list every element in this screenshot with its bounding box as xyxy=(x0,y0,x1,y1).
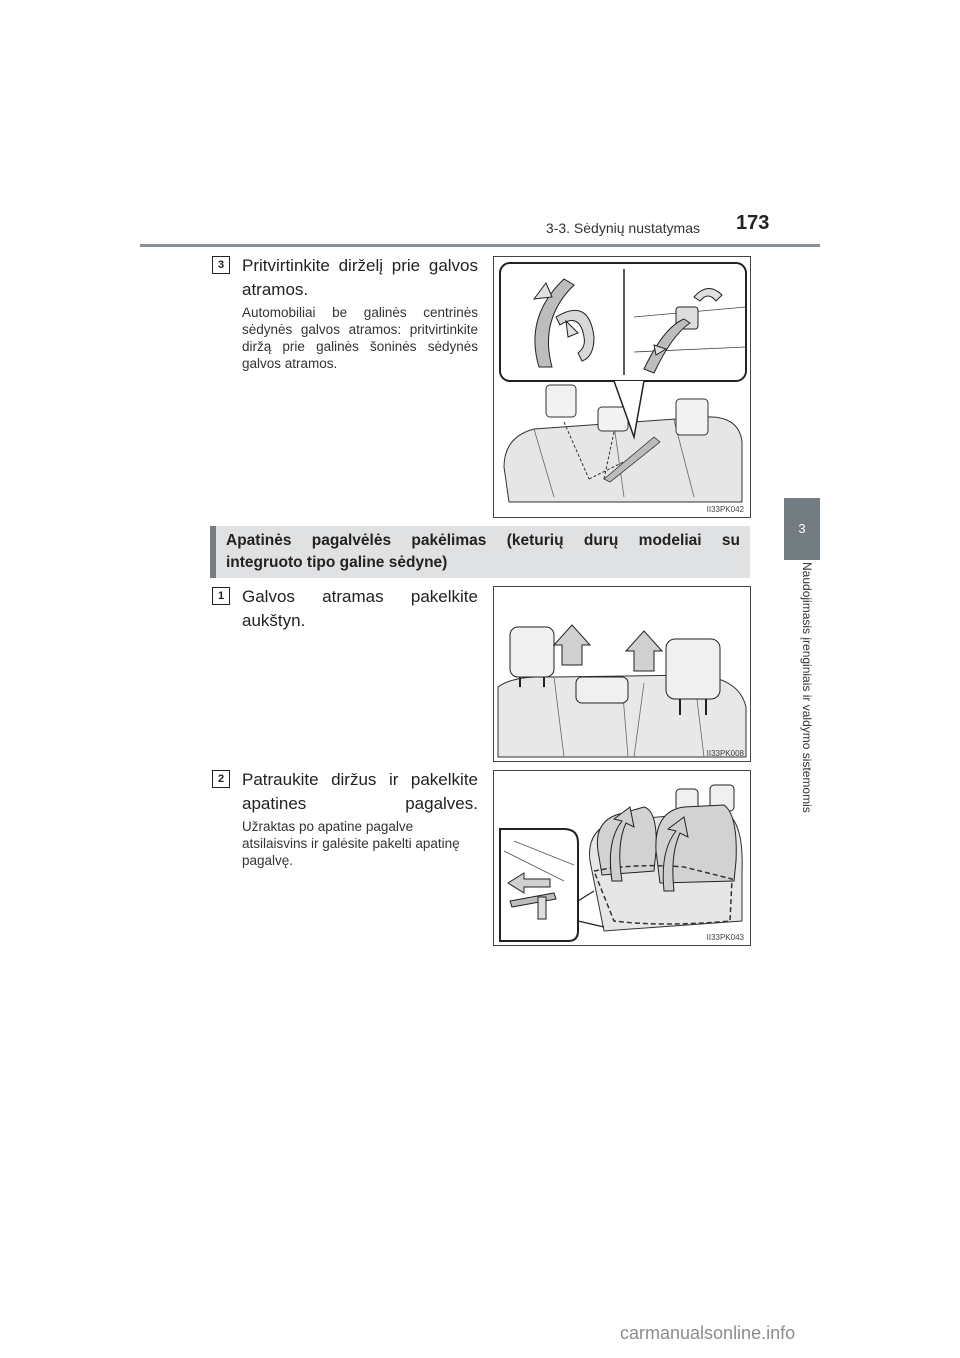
section-header-line-2: integruoto tipo galine sėdyne) xyxy=(226,554,448,571)
step-1-badge: 1 xyxy=(212,587,230,605)
step-1-text: Galvos atramas pakelkite aukštyn. xyxy=(242,587,478,630)
section-title: 3-3. Sėdynių nustatymas xyxy=(545,220,700,236)
figure-code: II33PK042 xyxy=(706,505,744,514)
figure-lift-cushions xyxy=(493,770,751,946)
step-3-note: Automobiliai be galinės centrinės sėdynės galvos atramos: pritvirtinkite diržą prie galinės šoninės sėdynės galvos atramos. xyxy=(242,305,478,371)
step-3-text: Pritvirtinkite dirželį prie galvos atramos. xyxy=(242,256,478,299)
chapter-tab: 3 xyxy=(784,498,820,560)
figure-raise-headrests xyxy=(493,586,751,762)
section-header xyxy=(210,526,750,578)
page-number: 173 xyxy=(736,212,770,234)
raise-headrests-illustration xyxy=(494,587,751,762)
figure-code: II33PK008 xyxy=(706,749,744,758)
lift-cushions-illustration xyxy=(494,771,751,946)
step-3-badge: 3 xyxy=(212,256,230,274)
figure-code: II33PK043 xyxy=(706,933,744,942)
step-2-badge: 2 xyxy=(212,770,230,788)
watermark: carmanualsonline.info xyxy=(620,1323,796,1343)
step-2-note: Užraktas po apatine pagalve atsilaisvins ir galėsite pakelti apatinę pagalvę. xyxy=(242,819,460,868)
step-2-text: Patraukite diržus ir pakelkite apatines pagalves. xyxy=(242,770,478,813)
header-rule xyxy=(140,244,820,247)
figure-strap-headrest xyxy=(493,256,751,518)
chapter-label: Naudojimasis įrenginiais ir valdymo sistemomis xyxy=(800,562,814,813)
strap-headrest-illustration xyxy=(494,257,751,518)
section-header-line-1: Apatinės pagalvėlės pakėlimas (keturių durų modeliai su xyxy=(226,532,740,549)
